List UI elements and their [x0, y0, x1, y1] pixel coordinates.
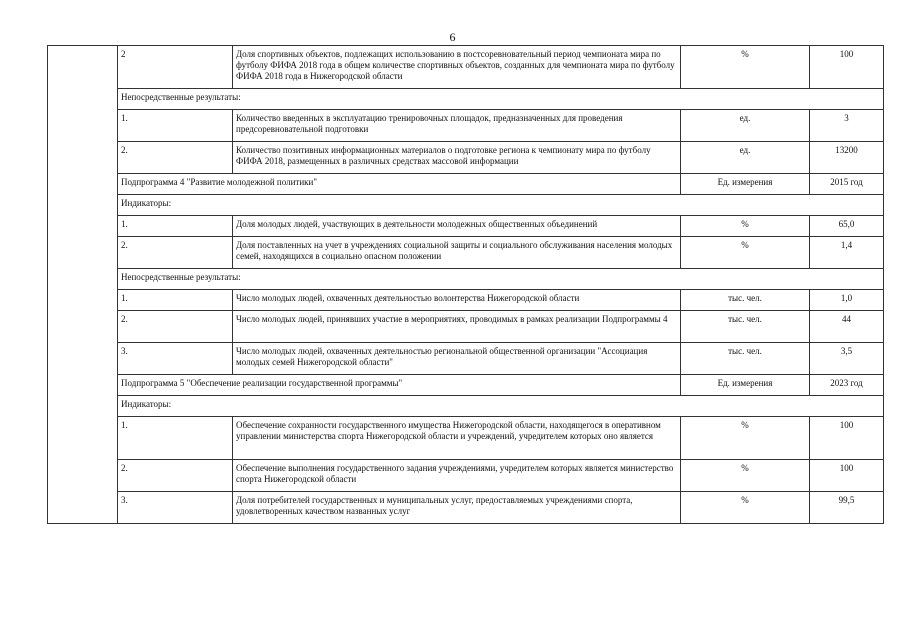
row-number: 1.: [118, 110, 233, 142]
row-value: 1,4: [810, 237, 884, 269]
row-value: 3,5: [810, 343, 884, 375]
section-title: Индикаторы:: [118, 195, 884, 216]
section-row: [48, 396, 884, 417]
row-description: Доля спортивных объектов, подлежащих использованию в постсоревновательный период чемпионата мира по футболу ФИФА 2018 года в общем количестве спортивных объектов, созданных для чемпионата мира по футболу ФИФА 2018 года в Нижегородской области: [233, 46, 681, 89]
row-unit: %: [681, 417, 810, 460]
table-row: [48, 142, 884, 174]
table-row: [48, 216, 884, 237]
row-value: 3: [810, 110, 884, 142]
row-unit: %: [681, 460, 810, 492]
row-value: 44: [810, 311, 884, 343]
row-description: Число молодых людей, принявших участие в мероприятиях, проводимых в рамках реализации Подпрограммы 4: [233, 311, 681, 343]
subprogram-title: Подпрограмма 5 "Обеспечение реализации государственной программы": [118, 375, 681, 396]
row-number: 2.: [118, 311, 233, 343]
table-row: [48, 311, 884, 343]
subprogram-row: [48, 375, 884, 396]
row-value: 100: [810, 417, 884, 460]
row-value: 100: [810, 46, 884, 89]
row-number: 2.: [118, 142, 233, 174]
subprogram-year: 2015 год: [810, 174, 884, 195]
row-unit: тыс. чел.: [681, 343, 810, 375]
section-row: [48, 269, 884, 290]
subprogram-unit-header: Ед. измерения: [681, 174, 810, 195]
row-description: Количество введенных в эксплуатацию тренировочных площадок, предназначенных для проведения предсоревновательной подготовки: [233, 110, 681, 142]
row-description: Доля молодых людей, участвующих в деятельности молодежных общественных объединений: [233, 216, 681, 237]
row-number: 2.: [118, 460, 233, 492]
page-number: 6: [449, 30, 456, 44]
row-description: Доля поставленных на учет в учреждениях социальной защиты и социального обслуживания населения молодых семей, находящихся в социально опасном положении: [233, 237, 681, 269]
table-row: [48, 110, 884, 142]
row-unit: %: [681, 46, 810, 89]
subprogram-row: [48, 174, 884, 195]
row-description: Доля потребителей государственных и муниципальных услуг, предоставляемых учреждениями спорта, удовлетворенных качеством названных услуг: [233, 492, 681, 524]
table-row: [48, 46, 884, 89]
row-description: Обеспечение сохранности государственного имущества Нижегородской области, находящегося в оперативном управлении министерства спорта Нижегородской области и учреждений, учредителем которых оно является: [233, 417, 681, 460]
section-title: Непосредственные результаты:: [118, 269, 884, 290]
row-unit: %: [681, 216, 810, 237]
row-description: Число молодых людей, охваченных деятельностью региональной общественной организации "Ассоциация молодых семей Нижегородской области": [233, 343, 681, 375]
table-row: [48, 343, 884, 375]
section-row: [48, 89, 884, 110]
section-row: [48, 195, 884, 216]
row-number: 1.: [118, 417, 233, 460]
table-row: [48, 460, 884, 492]
row-unit: %: [681, 237, 810, 269]
row-unit: тыс. чел.: [681, 290, 810, 311]
table-row: [48, 237, 884, 269]
row-unit: ед.: [681, 142, 810, 174]
row-unit: %: [681, 492, 810, 524]
row-unit: тыс. чел.: [681, 311, 810, 343]
table-row: [48, 417, 884, 460]
row-description: Количество позитивных информационных материалов о подготовке региона к чемпионату мира по футболу ФИФА 2018, размещенных в различных средствах массовой информации: [233, 142, 681, 174]
row-description: Число молодых людей, охваченных деятельностью волонтерства Нижегородской области: [233, 290, 681, 311]
section-title: Индикаторы:: [118, 396, 884, 417]
section-title: Непосредственные результаты:: [118, 89, 884, 110]
row-value: 65,0: [810, 216, 884, 237]
row-number: 2: [118, 46, 233, 89]
indicators-table: [47, 45, 884, 524]
subprogram-unit-header: Ед. измерения: [681, 375, 810, 396]
row-value: 1,0: [810, 290, 884, 311]
row-value: 99,5: [810, 492, 884, 524]
blank-lead-column: [48, 46, 118, 524]
row-number: 2.: [118, 237, 233, 269]
subprogram-title: Подпрограмма 4 "Развитие молодежной политики": [118, 174, 681, 195]
table-row: [48, 492, 884, 524]
row-description: Обеспечение выполнения государственного задания учреждениями, учредителем которых является министерство спорта Нижегородской области: [233, 460, 681, 492]
subprogram-year: 2023 год: [810, 375, 884, 396]
row-unit: ед.: [681, 110, 810, 142]
row-value: 13200: [810, 142, 884, 174]
row-number: 1.: [118, 216, 233, 237]
row-number: 3.: [118, 343, 233, 375]
row-number: 3.: [118, 492, 233, 524]
row-value: 100: [810, 460, 884, 492]
table-row: [48, 290, 884, 311]
row-number: 1.: [118, 290, 233, 311]
